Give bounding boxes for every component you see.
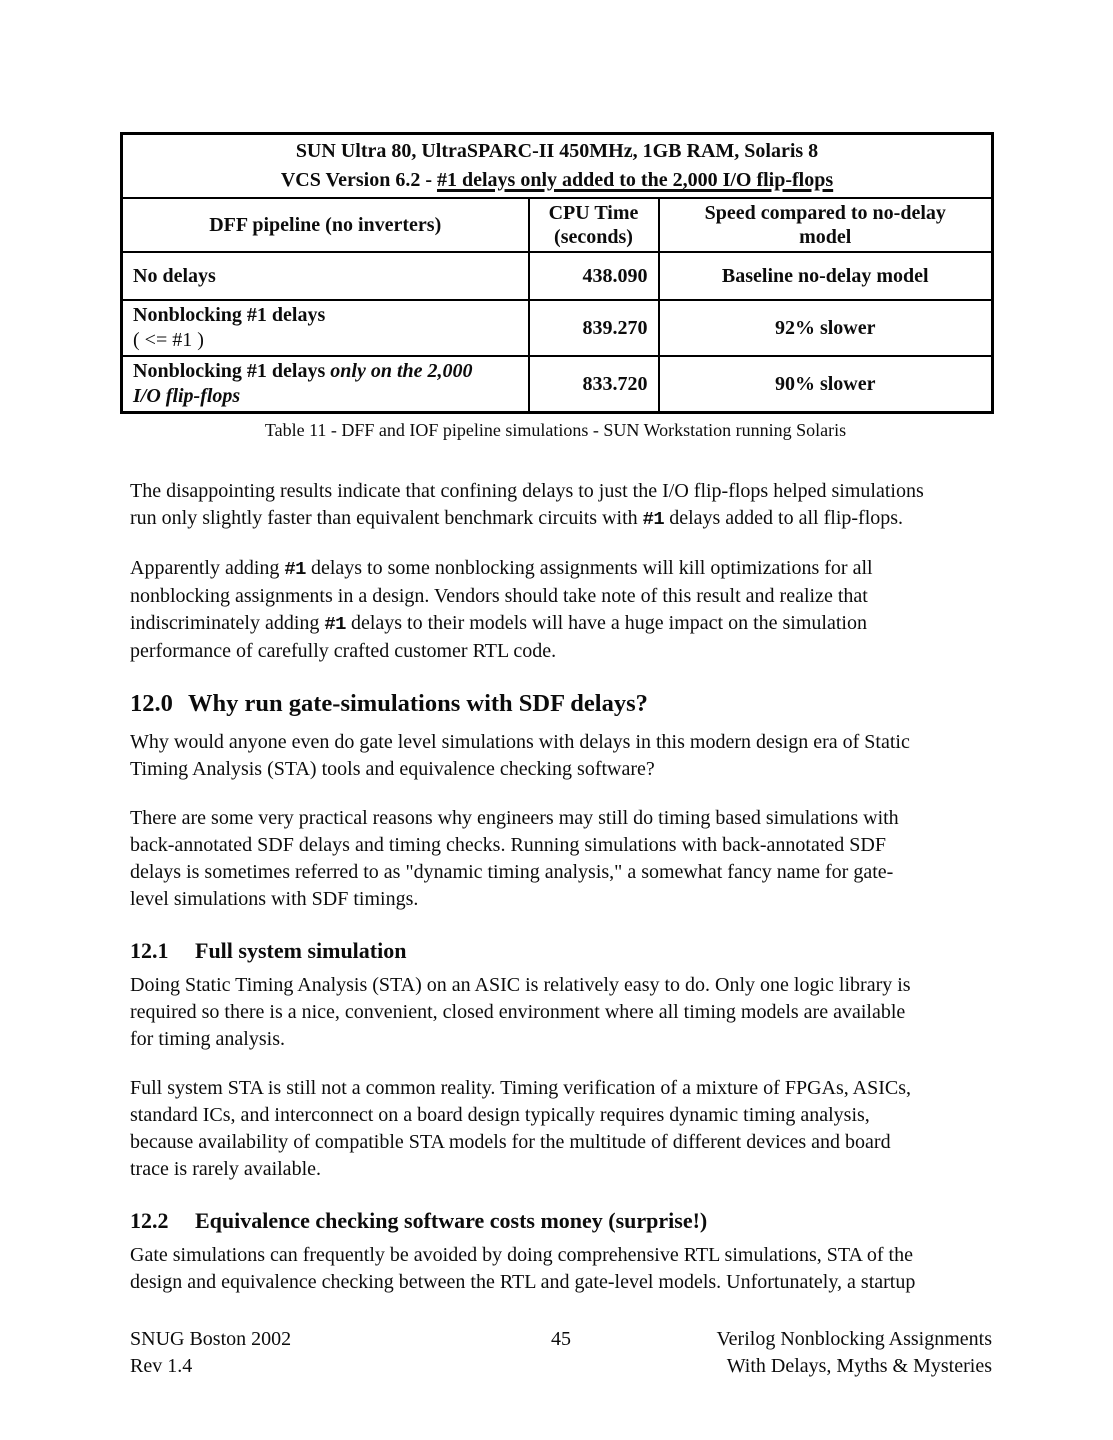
cpu-time-value: 438.090 — [529, 252, 659, 300]
row-label-no-delays: No delays — [122, 252, 529, 300]
table-title-cell — [122, 134, 993, 199]
table-row — [122, 356, 993, 413]
footer-conference: SNUG Boston 2002 — [130, 1328, 292, 1350]
table-title-line2: VCS Version 6.2 - #1 delays only added to the 2,000 I/O flip-flops — [280, 169, 834, 191]
section-heading-12-2 — [130, 1207, 998, 1234]
section-heading-12-1 — [130, 937, 998, 964]
table-row — [122, 300, 993, 356]
paragraph-results: The disappointing results indicate that confining delays to just the I/O flip-flops helped simulations run only slightly faster than equivalent benchmark circuits with #1 delays added to all flip-flops. — [130, 480, 924, 530]
paragraph-doing-sta: Doing Static Timing Analysis (STA) on an ASIC is relatively easy to do. Only one logic library is required so there is a nice, convenient, closed environment where all timing models are available for timing analysis. — [130, 974, 911, 1050]
speed-value: 90% slower — [659, 356, 993, 413]
cpu-time-value: 839.270 — [529, 300, 659, 356]
footer-right-block — [591, 1326, 992, 1380]
paragraph-gate-simulations: Gate simulations can frequently be avoided by doing comprehensive RTL simulations, STA of the design and equivalence checking between the RTL and gate-level models. Unfortunately, a startup — [130, 1244, 916, 1293]
document-body — [130, 478, 998, 1318]
section-number: 12.2 — [130, 1208, 169, 1233]
paragraph-practical-reasons: There are some very practical reasons why engineers may still do timing based simulations with back-annotated SDF delays and timing checks. Running simulations with back-annotated SDF delays is sometimes referred to as "dynamic timing analysis," a somewhat fancy name for gate- level simulations with SDF timings. — [130, 807, 899, 910]
col-header-pipeline: DFF pipeline (no inverters) — [122, 198, 529, 252]
cpu-time-value: 833.720 — [529, 356, 659, 413]
page-footer — [130, 1326, 992, 1380]
footer-revision: Rev 1.4 — [130, 1355, 193, 1377]
page-number: 45 — [551, 1328, 571, 1350]
row-label-nonblocking-io-delays: Nonblocking #1 delays only on the 2,000 I/O flip-flops — [122, 356, 529, 413]
col-header-cpu-time: CPU Time (seconds) — [529, 198, 659, 252]
row-label-nonblocking-delays: Nonblocking #1 delays ( <= #1 ) — [122, 300, 529, 356]
footer-paper-title: Verilog Nonblocking Assignments — [716, 1328, 992, 1350]
paragraph-why-would: Why would anyone even do gate level simulations with delays in this modern design era of Static Timing Analysis (STA) tools and equivalence checking software? — [130, 731, 910, 780]
footer-left-block — [130, 1326, 531, 1380]
section-heading-12-0 — [130, 689, 998, 719]
paragraph-full-system: Full system STA is still not a common reality. Timing verification of a mixture of FPGAs, ASICs, standard ICs, and interconnect on a board design typically requires dynamic timing analysis, because availability of compatible STA models for the multitude of different devices and board trace is rarely available. — [130, 1077, 911, 1180]
speed-value: Baseline no-delay model — [659, 252, 993, 300]
table-title-line1: SUN Ultra 80, UltraSPARC-II 450MHz, 1GB RAM, Solaris 8 — [295, 140, 819, 162]
speed-value: 92% slower — [659, 300, 993, 356]
section-title: Equivalence checking software costs money (surprise!) — [195, 1208, 708, 1233]
table-row — [122, 252, 993, 300]
simulation-results-table — [120, 132, 994, 414]
section-title: Full system simulation — [195, 938, 407, 963]
table-caption: Table 11 - DFF and IOF pipeline simulations - SUN Workstation running Solaris — [264, 420, 847, 440]
section-number: 12.0 — [130, 690, 173, 717]
section-title: Why run gate-simulations with SDF delays? — [188, 690, 648, 717]
paragraph-apparently: Apparently adding #1 delays to some nonblocking assignments will kill optimizations for all nonblocking assignments in a design. Vendors should take note of this result and realize that indiscriminately adding #1 delays to their models will have a huge impact on the simulation performance of carefully crafted customer RTL code. — [130, 557, 873, 662]
section-number: 12.1 — [130, 938, 169, 963]
col-header-speed: Speed compared to no-delay model — [659, 198, 993, 252]
footer-paper-subtitle: With Delays, Myths & Mysteries — [726, 1355, 992, 1377]
